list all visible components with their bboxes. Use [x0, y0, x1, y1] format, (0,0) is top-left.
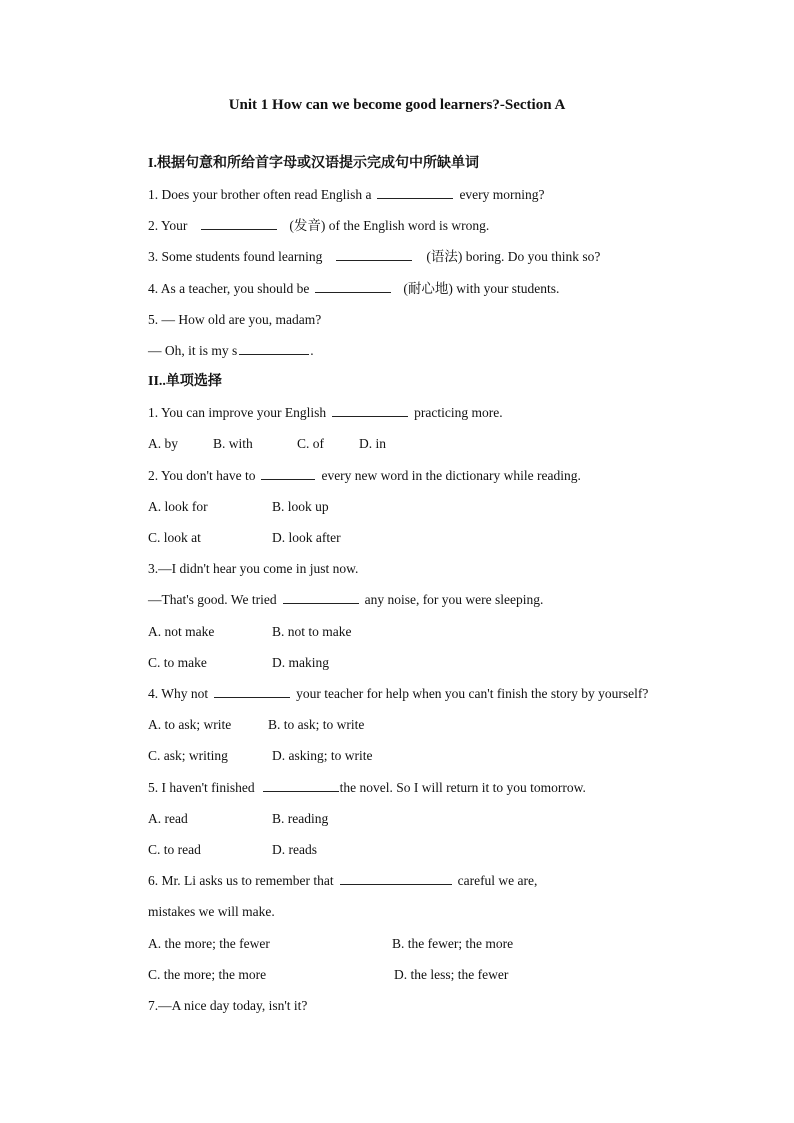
option-d[interactable]: D. making	[272, 655, 329, 670]
option-c[interactable]: C. look at	[148, 530, 201, 545]
option-c[interactable]: C. to make	[148, 655, 207, 670]
answer-blank[interactable]	[336, 248, 412, 261]
section-2-heading: II..单项选择	[148, 374, 222, 389]
section-1-heading: I.根据句意和所给首字母或汉语提示完成句中所缺单词	[148, 156, 479, 171]
p2-question-3-reply	[148, 591, 543, 609]
answer-blank[interactable]	[332, 404, 408, 417]
q-text: any noise, for you were sleeping.	[364, 592, 544, 607]
option-c[interactable]: C. to read	[148, 842, 201, 857]
answer-blank[interactable]	[261, 467, 315, 480]
option-c[interactable]: C. ask; writing	[148, 748, 228, 763]
q-text: 2. You don't have to	[148, 468, 256, 483]
p1-question-5: 5. — How old are you, madam?	[148, 312, 322, 327]
option-c[interactable]: C. the more; the more	[148, 967, 267, 982]
p2-question-6-cont: mistakes we will make.	[148, 904, 275, 919]
q-text: every new word in the dictionary while reading.	[321, 468, 581, 483]
q-text: 2. Your	[148, 218, 188, 233]
option-d[interactable]: D. in	[359, 436, 386, 451]
q-text: (发音) of the English word is wrong.	[289, 218, 490, 233]
option-a[interactable]: A. the more; the fewer	[148, 936, 270, 951]
option-b[interactable]: B. not to make	[272, 624, 352, 639]
p1-question-2	[148, 217, 489, 235]
answer-blank[interactable]	[263, 779, 339, 792]
q-text: — Oh, it is my s	[148, 343, 238, 358]
option-a[interactable]: A. look for	[148, 499, 208, 514]
p2-question-3: 3.—I didn't hear you come in just now.	[148, 561, 359, 576]
q-text: 3. Some students found learning	[148, 249, 323, 264]
answer-blank[interactable]	[239, 342, 309, 355]
answer-blank[interactable]	[201, 217, 277, 230]
q-text: 5. I haven't finished	[148, 780, 255, 795]
q-text: (语法) boring. Do you think so?	[426, 249, 601, 264]
p1-question-3	[148, 248, 600, 266]
option-d[interactable]: D. the less; the fewer	[394, 967, 509, 982]
option-d[interactable]: D. asking; to write	[272, 748, 373, 763]
q-text: 1. You can improve your English	[148, 405, 327, 420]
q-text: your teacher for help when you can't finish the story by yourself?	[296, 686, 649, 701]
q-text: the novel. So I will return it to you tomorrow.	[339, 780, 586, 795]
option-b[interactable]: B. with	[213, 436, 253, 451]
answer-blank[interactable]	[283, 591, 359, 604]
p1-question-4	[148, 280, 559, 298]
option-b[interactable]: B. to ask; to write	[268, 717, 365, 732]
option-d[interactable]: D. look after	[272, 530, 341, 545]
answer-blank[interactable]	[315, 280, 391, 293]
q-text: (耐心地) with your students.	[403, 281, 560, 296]
option-a[interactable]: A. not make	[148, 624, 215, 639]
p2-question-4	[148, 685, 648, 703]
q-text: .	[310, 343, 314, 358]
q-text: practicing more.	[414, 405, 503, 420]
p1-question-5-reply	[148, 342, 314, 360]
option-a[interactable]: A. read	[148, 811, 188, 826]
p2-question-2	[148, 467, 581, 485]
answer-blank[interactable]	[377, 186, 453, 199]
answer-blank[interactable]	[214, 685, 290, 698]
page-title: Unit 1 How can we become good learners?-Section A	[228, 97, 566, 113]
option-b[interactable]: B. the fewer; the more	[392, 936, 514, 951]
option-a[interactable]: A. to ask; write	[148, 717, 232, 732]
option-d[interactable]: D. reads	[272, 842, 317, 857]
p2-question-6	[148, 872, 537, 890]
q-text: every morning?	[459, 187, 545, 202]
q-text: 4. As a teacher, you should be	[148, 281, 310, 296]
q-text: 6. Mr. Li asks us to remember that	[148, 873, 334, 888]
option-a[interactable]: A. by	[148, 436, 178, 451]
q-text: 1. Does your brother often read English a	[148, 187, 372, 202]
p2-question-1	[148, 404, 503, 422]
p2-question-7: 7.—A nice day today, isn't it?	[148, 998, 308, 1013]
option-b[interactable]: B. look up	[272, 499, 329, 514]
q-text: 4. Why not	[148, 686, 209, 701]
option-c[interactable]: C. of	[297, 436, 324, 451]
q-text: careful we are,	[457, 873, 538, 888]
option-b[interactable]: B. reading	[272, 811, 329, 826]
answer-blank[interactable]	[340, 872, 452, 885]
p1-question-1	[148, 186, 545, 204]
p2-question-5	[148, 779, 586, 797]
q-text: —That's good. We tried	[148, 592, 277, 607]
